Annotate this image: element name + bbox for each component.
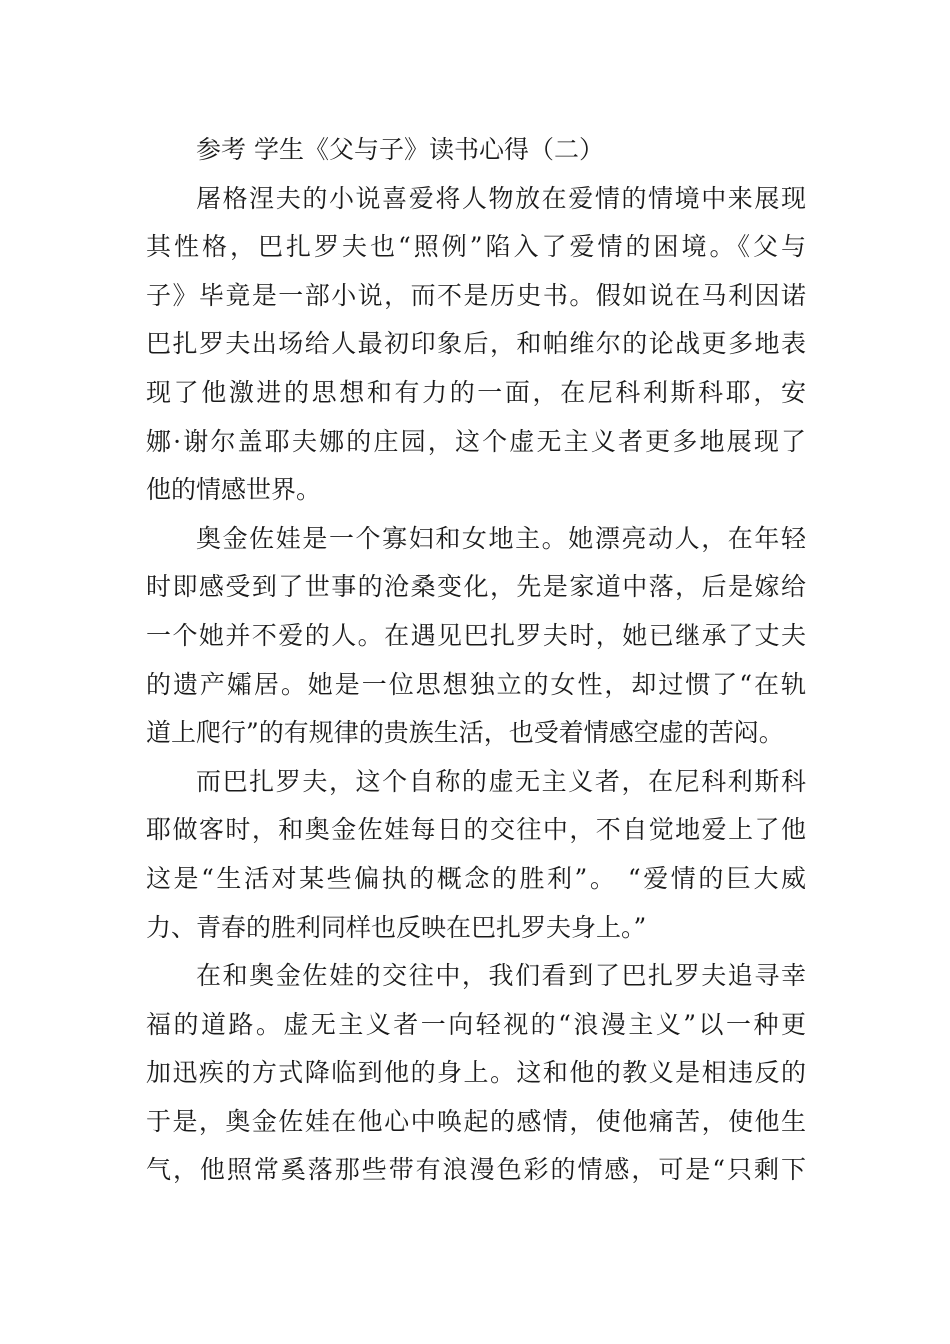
text-line: 屠格涅夫的小说喜爱将人物放在爱情的情境中来展现: [196, 183, 806, 213]
text-line: 娜·谢尔盖耶夫娜的庄园，这个虚无主义者更多地展现了: [146, 426, 806, 456]
text-line: 子》毕竟是一部小说，而不是历史书。假如说在马利因诺: [146, 280, 806, 310]
text-line: 巴扎罗夫出场给人最初印象后，和帕维尔的论战更多地表: [146, 329, 806, 359]
text-line: 的遗产孀居。她是一位思想独立的女性，却过惯了“在轨: [146, 669, 806, 699]
text-line: 于是，奥金佐娃在他心中唤起的感情，使他痛苦，使他生: [146, 1106, 806, 1136]
text-line: 道上爬行”的有规律的贵族生活，也受着情感空虚的苦闷。: [146, 718, 784, 748]
text-line: 现了他激进的思想和有力的一面，在尼科利斯科耶，安: [146, 377, 806, 407]
text-line: 气，他照常奚落那些带有浪漫色彩的情感，可是“只剩下: [146, 1155, 806, 1185]
text-line: 这是“生活对某些偏执的概念的胜利”。 “爱情的巨大威: [146, 863, 806, 893]
text-line: 力、青春的胜利同样也反映在巴扎罗夫身上。”: [146, 912, 647, 942]
document-body: [146, 126, 806, 1195]
text-line: 其性格，巴扎罗夫也“照例”陷入了爱情的困境。《父与: [146, 232, 806, 262]
text-line: 一个她并不爱的人。在遇见巴扎罗夫时，她已继承了丈夫: [146, 620, 806, 650]
text-line: 在和奥金佐娃的交往中，我们看到了巴扎罗夫追寻幸: [196, 961, 806, 991]
text-line: 他的情感世界。: [146, 475, 322, 505]
document-title: 参考 学生《父与子》读书心得（二）: [196, 135, 604, 164]
text-line: 加迅疾的方式降临到他的身上。这和他的教义是相违反的: [146, 1058, 806, 1088]
text-line: 时即感受到了世事的沧桑变化，先是家道中落，后是嫁给: [146, 572, 806, 602]
text-line: 而巴扎罗夫，这个自称的虚无主义者，在尼科利斯科: [196, 766, 806, 796]
text-line: 福的道路。虚无主义者一向轻视的“浪漫主义”以一种更: [146, 1009, 806, 1039]
text-line: 奥金佐娃是一个寡妇和女地主。她漂亮动人，在年轻: [196, 523, 806, 553]
text-line: 耶做客时，和奥金佐娃每日的交往中，不自觉地爱上了他: [146, 815, 806, 845]
